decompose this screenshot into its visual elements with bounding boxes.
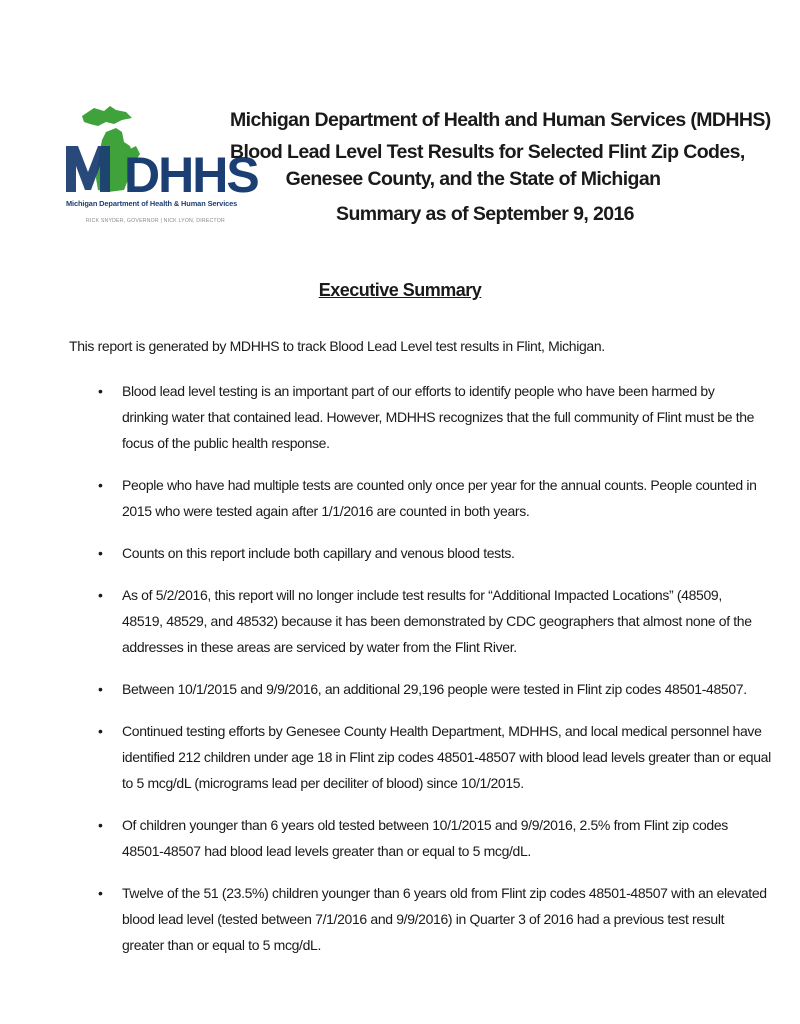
report-title-line-2: Genesee County, and the State of Michigan (285, 168, 661, 190)
bullet-icon: • (98, 587, 103, 603)
bullet-line: Counts on this report include both capillary and venous blood tests. (122, 545, 515, 561)
logo-wordmark: DHHS (124, 147, 258, 203)
bullet-line: Of children younger than 6 years old tested between 10/1/2015 and 9/9/2016, 2.5% from Flint zip codes (122, 817, 728, 833)
list-item (92, 378, 755, 456)
bullet-icon: • (98, 477, 103, 493)
list-item (92, 582, 752, 660)
list-item (92, 812, 732, 864)
list-item (92, 676, 747, 702)
bullet-line: Between 10/1/2015 and 9/9/2016, an additional 29,196 people were tested in Flint zip codes 48501-48507. (122, 681, 747, 697)
bullet-line: blood lead level (tested between 7/1/2016 and 9/9/2016) in Quarter 3 of 2016 had a previous test result (122, 911, 725, 927)
bullet-line: As of 5/2/2016, this report will no longer include test results for “Additional Impacted Locations” (48509, (122, 587, 722, 603)
bullet-line: 48519, 48529, and 48532) because it has been demonstrated by CDC geographers that almost none of the (122, 613, 752, 629)
bullet-line: focus of the public health response. (122, 435, 330, 451)
list-item (92, 472, 757, 524)
report-title-line-1: Blood Lead Level Test Results for Selected Flint Zip Codes, (230, 141, 745, 163)
report-title-block (230, 107, 771, 228)
logo-officials: RICK SNYDER, GOVERNOR | NICK LYON, DIRECTOR (86, 218, 225, 224)
bullet-line: Blood lead level testing is an important part of our efforts to identify people who have been harmed by (122, 383, 715, 399)
bullet-icon: • (98, 817, 103, 833)
bullet-icon: • (98, 723, 103, 739)
logo-subtitle: Michigan Department of Health & Human Services (66, 199, 238, 208)
bullet-line: 2015 who were tested again after 1/1/2016 are counted in both years. (122, 503, 530, 519)
bullet-line: Twelve of the 51 (23.5%) children younger than 6 years old from Flint zip codes 48501-48507 with an elevated (122, 885, 767, 901)
intro-paragraph: This report is generated by MDHHS to track Blood Lead Level test results in Flint, Michigan. (69, 338, 605, 354)
bullet-line: greater than or equal to 5 mcg/dL. (122, 937, 322, 953)
list-item (92, 880, 767, 958)
bullet-line: Continued testing efforts by Genesee County Health Department, MDHHS, and local medical personnel have (122, 723, 762, 739)
summary-bullet-list (92, 378, 771, 974)
summary-date: Summary as of September 9, 2016 (336, 203, 634, 225)
bullet-line: 48501-48507 had blood lead levels greater than or equal to 5 mcg/dL. (122, 843, 531, 859)
list-item (92, 540, 732, 566)
bullet-line: addresses in these areas are serviced by water from the Flint River. (122, 639, 517, 655)
department-title: Michigan Department of Health and Human Services (MDHHS) (230, 109, 771, 131)
bullet-line: identified 212 children under age 18 in Flint zip codes 48501-48507 with blood lead levels greater than or equal (122, 749, 771, 765)
bullet-icon: • (98, 545, 103, 561)
bullet-icon: • (98, 383, 103, 399)
bullet-line: drinking water that contained lead. However, MDHHS recognizes that the full community of Flint must be the (122, 409, 755, 425)
bullet-line: to 5 mcg/dL (micrograms lead per deciliter of blood) since 10/1/2015. (122, 775, 524, 791)
bullet-icon: • (98, 885, 103, 901)
executive-summary-heading: Executive Summary (318, 280, 482, 300)
list-item (92, 718, 771, 796)
bullet-icon: • (98, 681, 103, 697)
bullet-line: People who have had multiple tests are counted only once per year for the annual counts. People counted in (122, 477, 757, 493)
